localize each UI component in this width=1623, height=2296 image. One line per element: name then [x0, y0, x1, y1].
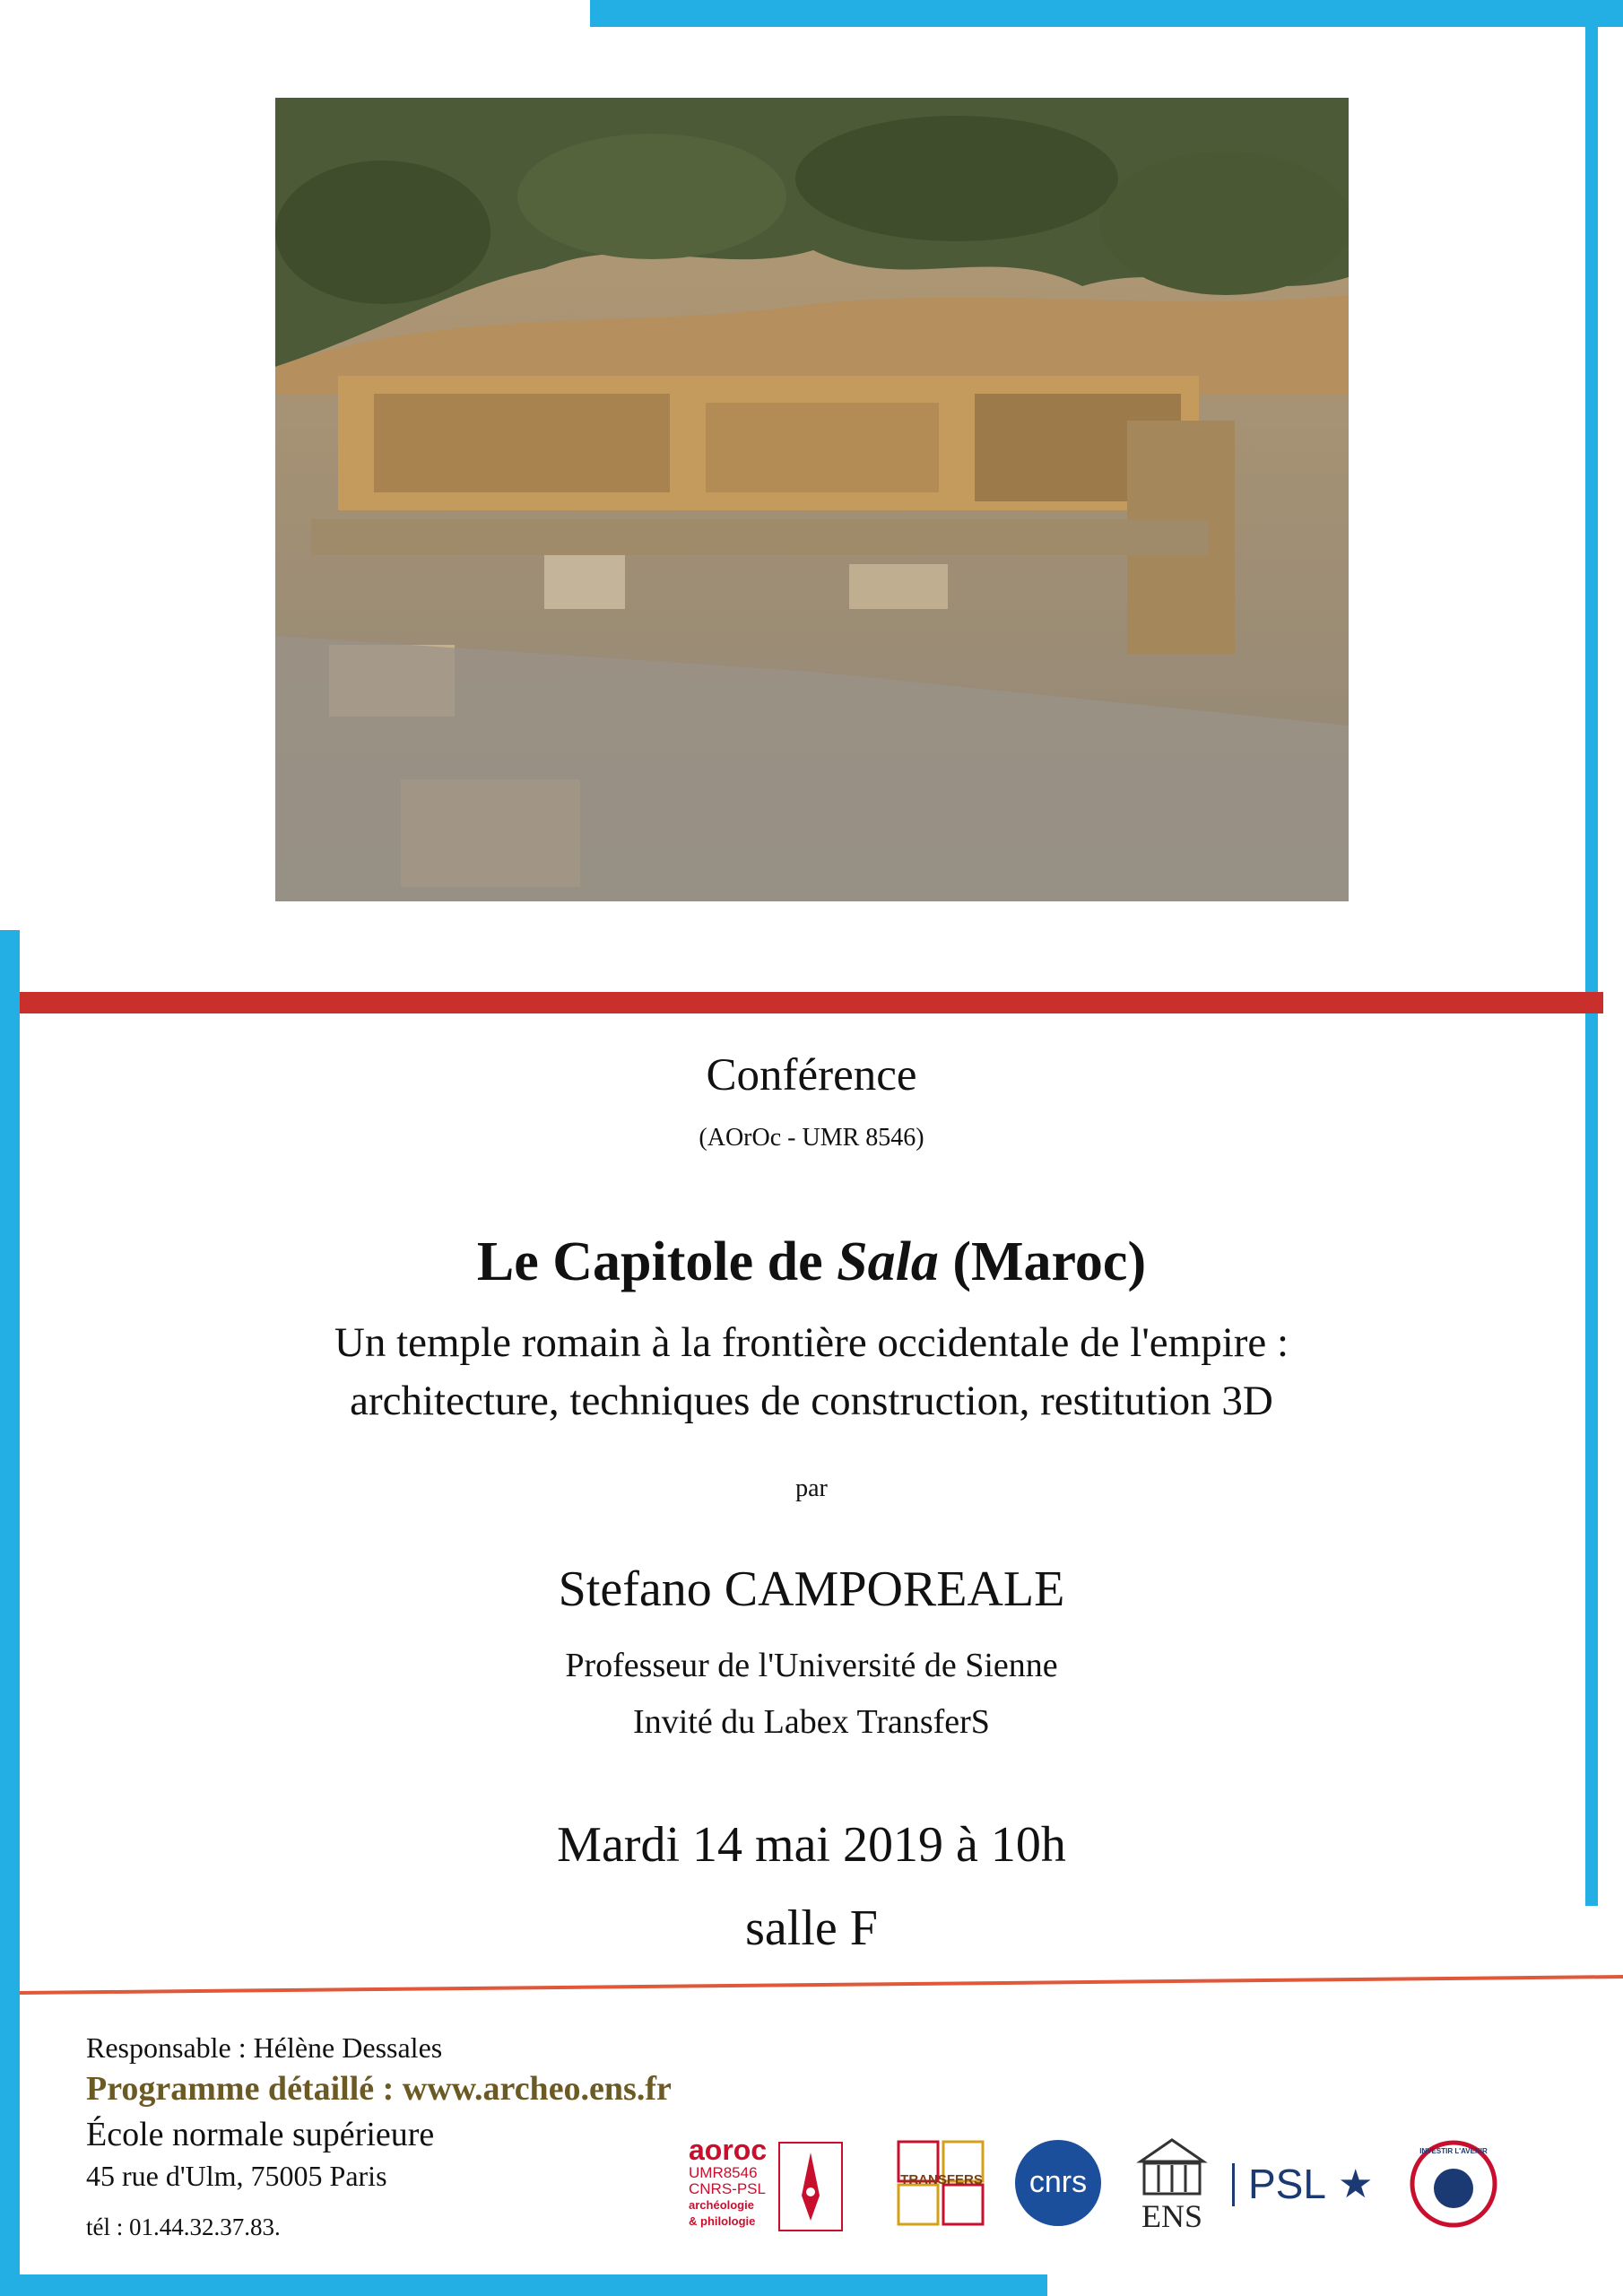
event-title — [0, 1231, 1623, 1294]
header-photo — [275, 98, 1349, 901]
subtitle-line-2: architecture, techniques de construction, restitution 3D — [350, 1378, 1273, 1424]
speaker-name: Stefano CAMPOREALE — [558, 1561, 1065, 1617]
responsable: Responsable : Hélène Dessales — [86, 2031, 443, 2064]
ruins-photo — [275, 98, 1349, 901]
ens-logo — [1132, 2135, 1212, 2235]
aoroc-wordmark: aoroc — [689, 2134, 768, 2166]
transfers-wordmark: TRANSFERS — [900, 2172, 983, 2187]
top-accent-bar — [590, 0, 1623, 27]
psl-logo — [1232, 2158, 1384, 2212]
right-accent-bar — [1585, 0, 1598, 1906]
cnrs-wordmark: cnrs — [1028, 2165, 1088, 2199]
title-suffix: (Maroc) — [938, 1231, 1147, 1292]
footer-rule — [0, 1971, 1623, 1998]
aoroc-line-1: UMR8546 — [689, 2164, 758, 2181]
speaker-affiliation-1: Professeur de l'Université de Sienne — [565, 1647, 1058, 1684]
speaker-affiliation-2: Invité du Labex TransferS — [633, 1703, 990, 1741]
cnrs-logo — [1013, 2138, 1103, 2228]
transfers-logo — [897, 2140, 986, 2226]
ens-wordmark: ENS — [1141, 2198, 1202, 2234]
research-unit: (AOrOc - UMR 8546) — [699, 1124, 924, 1152]
aoroc-line-3: archéologie — [689, 2198, 754, 2212]
title-prefix: Le Capitole de — [476, 1231, 838, 1292]
investir-avenir-logo — [1410, 2140, 1497, 2228]
aoroc-line-4: & philologie — [689, 2214, 756, 2228]
address: 45 rue d'Ulm, 75005 Paris — [86, 2160, 387, 2192]
title-italic: Sala — [837, 1231, 939, 1292]
event-type: Conférence — [706, 1050, 917, 1100]
programme-link[interactable]: Programme détaillé : www.archeo.ens.fr — [86, 2070, 672, 2108]
subtitle-line-1: Un temple romain à la frontière occidentale de l'empire : — [334, 1319, 1289, 1366]
aoroc-pen-icon — [778, 2142, 843, 2231]
bottom-accent-bar — [0, 2274, 1047, 2296]
psl-divider — [1232, 2163, 1235, 2206]
phone: tél : 01.44.32.37.83. — [86, 2213, 281, 2240]
psl-star-icon: ★ — [1338, 2161, 1374, 2207]
aoroc-line-2: CNRS-PSL — [689, 2180, 766, 2197]
event-room: salle F — [745, 1900, 878, 1956]
investir-avenir-text: INVESTIR L'AVENIR — [1419, 2147, 1488, 2155]
psl-wordmark: PSL — [1248, 2161, 1326, 2207]
red-divider — [20, 992, 1603, 1013]
event-date: Mardi 14 mai 2019 à 10h — [557, 1817, 1066, 1873]
ens-building-icon — [1132, 2135, 1212, 2197]
by-label: par — [795, 1474, 828, 1502]
aoroc-logo — [689, 2135, 868, 2233]
institution: École normale supérieure — [86, 2116, 435, 2153]
